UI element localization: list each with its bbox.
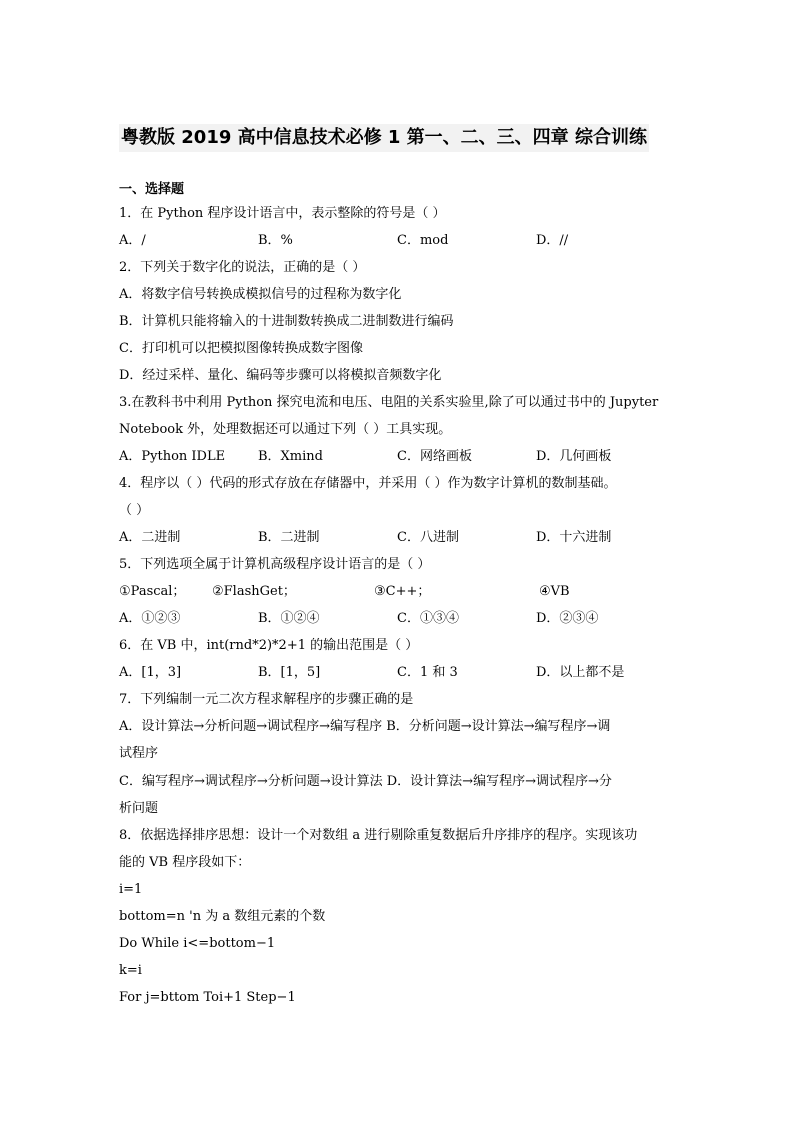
- question-2-stem: 2．下列关于数字化的说法，正确的是（ ）: [119, 260, 366, 275]
- question-2-option-c: C．打印机可以把模拟图像转换成数字图像: [119, 341, 363, 356]
- code-line-2: bottom=n 'n 为 a 数组元素的个数: [119, 909, 326, 924]
- question-2-option-d: D．经过采样、量化、编码等步骤可以将模拟音频数字化: [119, 368, 442, 383]
- question-4-options: [119, 529, 679, 547]
- question-7-options-line-2: 试程序: [119, 746, 159, 761]
- question-7-stem: 7．下列编制一元二次方程求解程序的步骤正确的是: [119, 692, 414, 707]
- code-line-4: k=i: [119, 963, 142, 978]
- item-1: ①Pascal；: [119, 584, 186, 599]
- question-1-stem: 1．在 Python 程序设计语言中，表示整除的符号是（ ）: [119, 206, 446, 221]
- option-d: D．②③④: [536, 611, 599, 626]
- question-3-stem-line-2: Notebook 外，处理数据还可以通过下列（ ）工具实现。: [119, 422, 452, 437]
- section-heading: 一、选择题: [119, 182, 185, 197]
- question-7-options-line-3: C．编写程序→调试程序→分析问题→设计算法 D．设计算法→编写程序→调试程序→分: [119, 774, 612, 789]
- option-b: B．%: [258, 233, 293, 248]
- item-4: ④VB: [539, 584, 570, 599]
- page-title: 粤教版 2019 高中信息技术必修 1 第一、二、三、四章 综合训练: [119, 124, 649, 152]
- option-a: A．①②③: [119, 611, 181, 626]
- option-b: B．二进制: [258, 530, 320, 545]
- question-5-options: [119, 610, 679, 628]
- option-a: A．/: [119, 233, 146, 248]
- option-d: D．//: [536, 233, 569, 248]
- option-c: C．mod: [397, 233, 449, 248]
- code-line-3: Do While i<=bottom−1: [119, 936, 276, 951]
- option-c: C．八进制: [397, 530, 459, 545]
- option-c: C．1 和 3: [397, 665, 458, 680]
- question-5-items: [119, 583, 679, 601]
- question-1-options: [119, 232, 679, 250]
- code-line-1: i=1: [119, 882, 143, 897]
- question-7-options-line-4: 析问题: [119, 801, 159, 816]
- question-3-stem-line-1: 3.在教科书中利用 Python 探究电流和电压、电阻的关系实验里,除了可以通过书中的 Jupyter: [119, 395, 659, 410]
- option-b: B．[1，5]: [258, 665, 321, 680]
- option-a: A．[1，3]: [119, 665, 182, 680]
- question-2-option-b: B．计算机只能将输入的十进制数转换成二进制数进行编码: [119, 314, 454, 329]
- option-a: A．Python IDLE: [119, 449, 226, 464]
- question-6-options: [119, 664, 679, 682]
- question-8-stem-line-1: 8．依据选择排序思想：设计一个对数组 a 进行剔除重复数据后升序排序的程序。实现该功: [119, 828, 638, 843]
- question-8-stem-line-2: 能的 VB 程序段如下：: [119, 855, 251, 870]
- option-a: A．二进制: [119, 530, 181, 545]
- item-3: ③C++；: [374, 584, 431, 599]
- question-4-stem-line-1: 4．程序以（ ）代码的形式存放在存储器中，并采用（ ）作为数字计算机的数制基础。: [119, 476, 617, 491]
- question-7-options-line-1: A．设计算法→分析问题→调试程序→编写程序 B．分析问题→设计算法→编写程序→调: [119, 719, 611, 734]
- question-4-stem-line-2: （ ）: [119, 503, 150, 518]
- code-line-5: For j=bttom Toi+1 Step−1: [119, 990, 296, 1005]
- question-6-stem: 6．在 VB 中，int(rnd*2)*2+1 的输出范围是（ ）: [119, 638, 419, 653]
- option-c: C．①③④: [397, 611, 459, 626]
- option-d: D．以上都不是: [536, 665, 625, 680]
- question-2-option-a: A．将数字信号转换成模拟信号的过程称为数字化: [119, 287, 402, 302]
- question-3-options: [119, 448, 679, 466]
- option-b: B．Xmind: [258, 449, 323, 464]
- question-5-stem: 5．下列选项全属于计算机高级程序设计语言的是（ ）: [119, 557, 431, 572]
- option-c: C．网络画板: [397, 449, 472, 464]
- option-b: B．①②④: [258, 611, 320, 626]
- option-d: D．十六进制: [536, 530, 612, 545]
- item-2: ②FlashGet；: [212, 584, 296, 599]
- option-d: D．几何画板: [536, 449, 612, 464]
